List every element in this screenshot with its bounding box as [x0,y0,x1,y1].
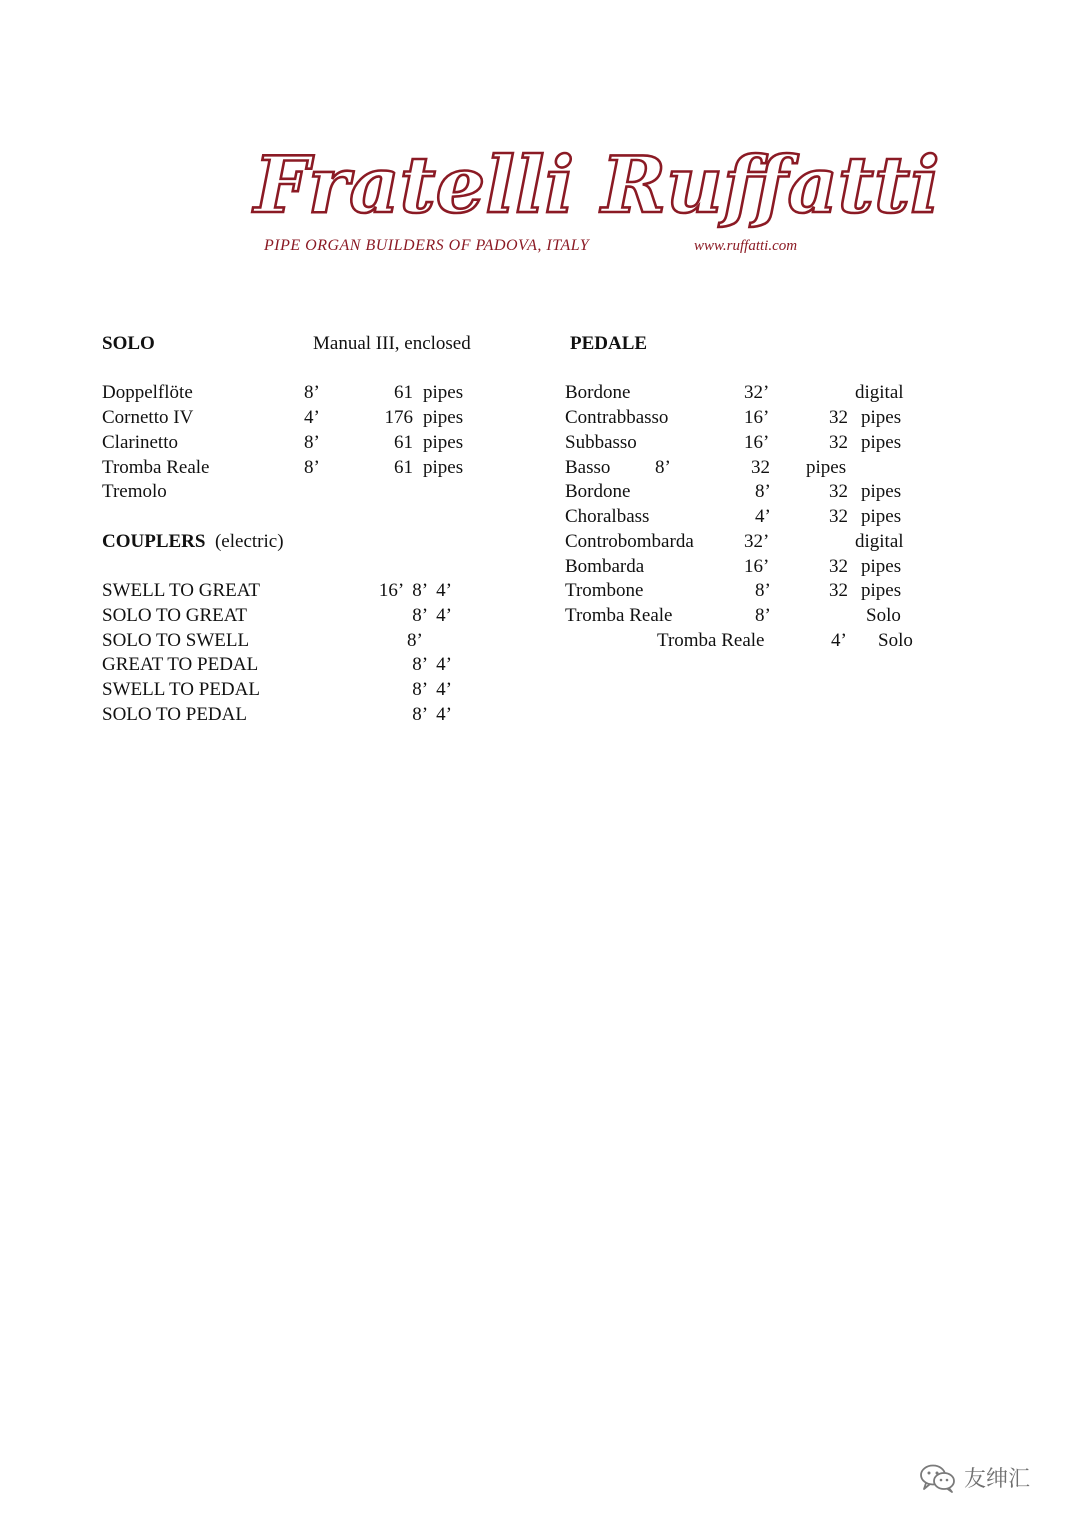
stop-unit: pipes [861,556,902,577]
coupler-name: SWELL TO PEDAL [102,679,260,700]
stop-pipe-count: 61 [394,432,413,453]
stop-name: Basso [565,457,611,478]
brand-logo [250,126,940,266]
stop-unit: pipes [423,457,464,478]
stop-pitch: 8’ [655,457,671,478]
brand-tagline: PIPE ORGAN BUILDERS OF PADOVA, ITALY [264,237,590,254]
stop-pitch: 32’ [744,382,770,403]
stop-unit: pipes [423,407,464,428]
coupler-pitches: 8’ 4’ [412,679,452,700]
stop-name: Controbombarda [565,531,694,552]
stop-unit: pipes [861,506,902,527]
coupler-pitches: 8’ 4’ [412,704,452,725]
pedale-title: PEDALE [570,333,648,354]
stop-unit: pipes [861,481,902,502]
stop-pipe-count: 32 [829,407,848,428]
stop-name: Bordone [565,481,631,502]
coupler-name: SOLO TO GREAT [102,605,247,626]
wechat-icon [918,1463,958,1493]
stop-unit: Solo [878,630,913,651]
stop-pipe-count: 32 [829,481,848,502]
stop-name: Contrabbasso [565,407,669,428]
stop-unit: digital [855,531,904,552]
stop-name: Tromba Reale [657,630,765,651]
stop-name: Choralbass [565,506,650,527]
stop-unit: pipes [861,432,902,453]
stop-pitch: 8’ [755,481,771,502]
stop-pitch: 8’ [304,382,320,403]
stop-name: Trombone [565,580,644,601]
coupler-pitches: 16’ 8’ 4’ [378,580,452,601]
stop-pipe-count: 176 [384,407,413,428]
coupler-name: GREAT TO PEDAL [102,654,259,675]
stop-name: Subbasso [565,432,637,453]
stop-pitch: 4’ [304,407,320,428]
stop-pitch: 8’ [304,457,320,478]
stop-name: Cornetto IV [102,407,194,428]
brand-logo-graphic [250,126,940,266]
stop-name: Bordone [565,382,631,403]
stop-pipe-count: 32 [829,432,848,453]
couplers-heading [102,532,284,551]
stop-unit: pipes [806,457,847,478]
coupler-pitches: 8’ 4’ [412,654,452,675]
stop-unit: pipes [861,580,902,601]
stop-pitch: 8’ [304,432,320,453]
stop-pipe-count: 61 [394,457,413,478]
stop-name: Tremolo [102,481,167,502]
stop-name: Tromba Reale [102,457,210,478]
coupler-pitches: 8’ [407,630,423,651]
stop-unit: pipes [423,382,464,403]
coupler-pitches: 8’ 4’ [412,605,452,626]
stop-unit: pipes [423,432,464,453]
coupler-name: SOLO TO PEDAL [102,704,247,725]
watermark-text: 友绅汇 [964,1467,1031,1492]
stop-name: Bombarda [565,556,645,577]
stop-unit: pipes [861,407,902,428]
stop-pitch: 4’ [755,506,771,527]
couplers-title: COUPLERS [102,531,206,552]
stop-pitch: 8’ [755,605,771,626]
solo-subtitle: Manual III, enclosed [313,333,471,354]
coupler-name: SOLO TO SWELL [102,630,250,651]
stop-pitch: 32’ [744,531,770,552]
stop-pipe-count: 32 [751,457,770,478]
coupler-name: SWELL TO GREAT [102,580,260,601]
stop-name: Clarinetto [102,432,178,453]
stop-unit: Solo [866,605,901,626]
stop-pitch: 16’ [744,432,770,453]
brand-website: www.ruffatti.com [694,238,798,254]
stop-unit: digital [855,382,904,403]
stop-pitch: 4’ [831,630,847,651]
stop-pipe-count: 61 [394,382,413,403]
stop-pipe-count: 32 [829,506,848,527]
stop-pipe-count: 32 [829,556,848,577]
stop-name: Doppelflöte [102,382,193,403]
solo-title: SOLO [102,333,155,354]
stop-pitch: 8’ [755,580,771,601]
stop-name: Tromba Reale [565,605,673,626]
couplers-subtitle: (electric) [214,531,284,552]
stop-pitch: 16’ [744,556,770,577]
stop-pipe-count: 32 [829,580,848,601]
brand-logo-script: Fratelli Ruffatti [254,140,940,231]
watermark [918,1462,1030,1493]
stop-pitch: 16’ [744,407,770,428]
